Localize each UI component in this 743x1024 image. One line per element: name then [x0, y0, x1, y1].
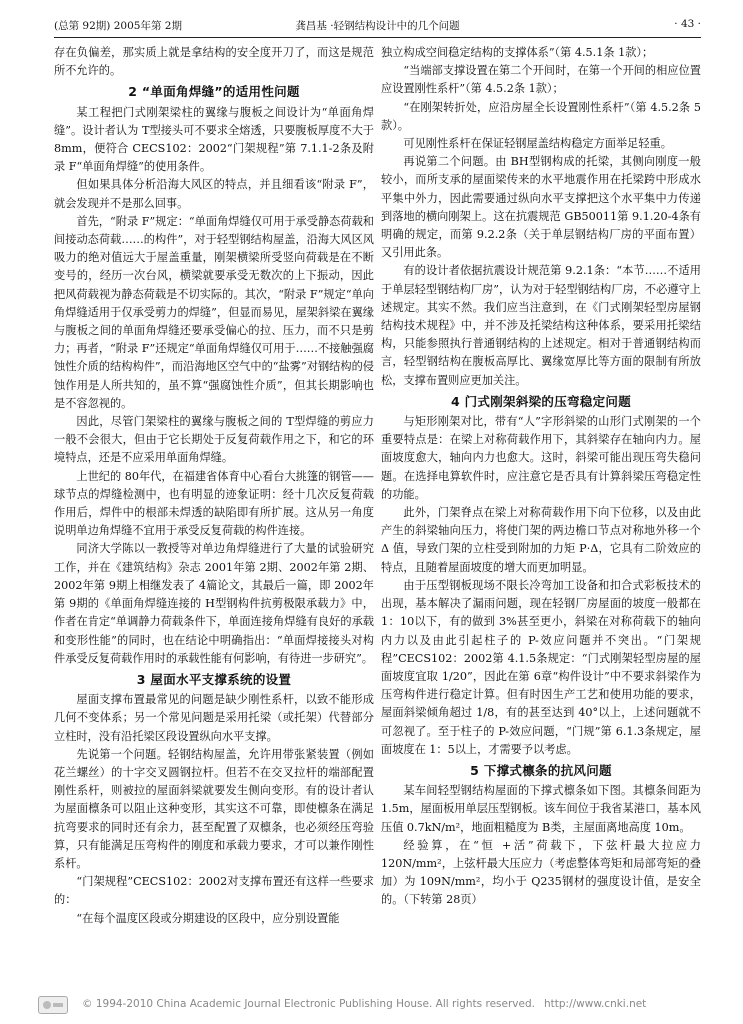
paragraph: 首先，“附录 F”规定：“单面角焊缝仅可用于承受静态荷载和间接动态荷载……的构件”，对于轻型钢结构屋盖，沿海大风区风吸力的绝对值远大于屋盖重量，刚架横梁所受竖向荷载是在不断变号的，经历一次台风，横梁就要承受无数次的上下振动，因此把风荷载视为静态荷载是不切实际的。其次，“附录 F”规定“单向角焊缝适用于仅承受剪力的焊缝”，但显而易见，屋架斜梁在翼缘与腹板之间的单面角焊缝还要承受偏心的拉、压力，而不只是剪力；再者，“附录 F”还规定“单面角焊缝仅可用于……不接触强腐蚀性介质的结构构件”，而沿海地区空气中的“盐雾”对钢结构的侵蚀作用是人所共知的，虽不算“强腐蚀性介质”，但其长期影响也是不容忽视的。 [54, 214, 374, 410]
paragraph: 与矩形刚架对比，带有“人”字形斜梁的山形门式刚架的一个重要特点是：在梁上对称荷载作用下，其斜梁存在轴向内力。屋面坡度愈大，轴向内力也愈大。这时，斜梁可能出现压弯失稳问题。在选择电算软件时，应注意它是否具有计算斜梁压弯稳定性的功能。 [381, 415, 701, 501]
section-heading: 4 门式刚架斜梁的压弯稳定问题 [450, 393, 632, 409]
paragraph: 可见刚性系杆在保证轻钢屋盖结构稳定方面举足轻重。 [403, 137, 672, 151]
section-heading: 3 屋面水平支撑系统的设置 [136, 671, 292, 687]
running-header [54, 18, 701, 34]
header-rule [54, 37, 701, 38]
page-footer [0, 996, 743, 1016]
left-column [54, 44, 374, 928]
page-number: · 43 · [674, 18, 701, 30]
paragraph: 某车间轻型钢结构屋面的下撑式檩条如下图。其檩条间距为 1.5m，屋面板用单层压型钢板。该车间位于我省某港口，基本风压值 0.7kN/m²，地面粗糙度为 B类，主屋面离地高度 10m。 [381, 784, 701, 834]
paragraph: 同济大学陈以一教授等对单边角焊缝进行了大量的试验研究工作，并在《建筑结构》杂志 2001年第 2期、2002年第 2期、2002年第 9期上相继发表了 4篇论文，其最后一篇，即 2002年第 9期的《单面角焊缝连接的 H型钢构件抗剪极限承载力》中，作者在肯定“单调静力荷载条件下，单面连接角焊缝有良好的承载和变形性能”的同时，也在结论中明确指出：“单面焊接接头对构件承受反复荷载作用时的承载性能有何影响，有待进一步研究”。 [54, 542, 374, 665]
paragraph: 再说第二个问题。由 BH型钢构成的托梁，其侧向刚度一般较小，而所支承的屋面梁传来的水平地震作用在托梁跨中形成水平集中外力，因此需要通过纵向水平支撑把这个水平集中力传递到落地的横向刚架上。这在抗震规范 GB50011第 9.1.20-4条有明确的规定，而第 9.2.2条（关于单层钢结构厂房的平面布置）又引用此条。 [381, 155, 701, 260]
section-heading: 5 下撑式檩条的抗风问题 [470, 762, 612, 778]
paragraph: 但如果具体分析沿海大风区的特点，并且细看该“附录 F”，就会发现并不是那么回事。 [54, 178, 374, 210]
paragraph: 存在负偏差，那实质上就是拿结构的安全度开刀了，而这是规范所不允许的。 [54, 46, 374, 78]
paragraph: 因此，尽管门架梁柱的翼缘与腹板之间的 T型焊缝的剪应力一般不会很大，但由于它长期处于反复荷载作用之下，和它的环境特点，还是不应采用单面角焊缝。 [54, 415, 374, 465]
paragraph: 屋面支撑布置最常见的问题是缺少刚性系杆，以致不能形成几何不变体系；另一个常见问题是采用托梁（或托架）代替部分立柱时，没有沿托梁区段设置纵向水平支撑。 [54, 693, 374, 743]
paragraph: 经验算，在“恒 +活”荷载下，下弦杆最大拉应力 120N/mm²，上弦杆最大压应力（考虑整体弯矩和局部弯矩的叠加）为 109N/mm²，均小于 Q235钢材的强度设计值，是安全的。（下转第 28页） [381, 838, 701, 907]
paragraph: 先说第一个问题。轻钢结构屋盖，允许用带张紧装置（例如花兰螺丝）的十字交叉圆钢拉杆。但若不在交叉拉杆的端部配置刚性系杆，则被拉的屋面斜梁就要发生侧向变形。有的设计者认为屋面檩条可以阻止这种变形，其实这不可靠，即使檩条在满足抗弯要求的同时还有余力，甚至配置了双檩条，也必须经压弯验算，只有能满足压弯构件的刚度和承载力要求，才可以兼作刚性系杆。 [54, 747, 374, 870]
paragraph: 上世纪的 80年代，在福建省体育中心看台大挑篷的钢管——球节点的焊缝检测中，也有明显的迹象证明：经十几次反复荷载作用后，焊件中的根部未焊透的缺陷即有所扩展。这从另一角度说明单边角焊缝不宜用于承受反复荷载的构件连接。 [54, 469, 374, 538]
cnki-link[interactable]: http://www.cnki.net [544, 998, 647, 1010]
cnki-logo-icon [38, 996, 68, 1014]
paragraph: “当端部支撑设置在第二个开间时，在第一个开间的相应位置应设置刚性系杆”（第 4.5.2条 1款）； [381, 64, 701, 96]
section-heading: 2 “单面角焊缝”的适用性问题 [128, 84, 300, 100]
article-running-title: 龚昌基 ·轻钢结构设计中的几个问题 [295, 20, 460, 32]
paragraph: “门架规程”CECS102：2002对支撑布置还有这样一些要求的： [54, 875, 374, 907]
paragraph: 由于压型钢板现场不限长冷弯加工设备和扣合式彩板技术的出现，基本解决了漏雨问题，现在轻钢厂房屋面的坡度一般都在 1：10以下，有的做到 3%甚至更小，斜梁在对称荷载下的轴向内力以及由此引起柱子的 P-效应问题并不突出。“门架规程”CECS102：2002第 4.1.5条规定：“门式刚架轻型房屋的屋面坡度宜取 1/20”，因此在第 6章“构件设计”中不要求斜梁作为压弯构件进行稳定计算。但有时因生产工艺和使用功能的要求，屋面斜梁倾角超过 1/8，有的甚至达到 40°以上，上述问题就不可忽视了。至于柱子的 P-效应问题，“门规”第 6.1.3条规定，屋面坡度在 1：5以上，才需要予以考虑。 [381, 578, 701, 756]
right-column [381, 44, 701, 910]
paragraph: “在每个温度区段或分期建设的区段中，应分别设置能 [76, 911, 340, 925]
paragraph: 某工程把门式刚架梁柱的翼缘与腹板之间设计为“单面角焊缝”。设计者认为 T型接头可不要求全熔透，只要腹板厚度不大于 8mm，便符合 CECS102：2002“门架规程”第 7.1.1-2条及附录 F“单面角焊缝”的使用条件。 [54, 105, 374, 174]
paragraph: 独立构成空间稳定结构的支撑体系”（第 4.5.1条 1款）； [381, 46, 654, 59]
paragraph: 有的设计者依据抗震设计规范第 9.2.1条：“本节……不适用于单层轻型钢结构厂房”，认为对于轻型钢结构厂房，不必遵守上述规定。其实不然。我们应当注意到，在《门式刚架轻型房屋钢结构技术规程》中，并不涉及托梁结构这种体系，要采用托梁结构，只能参照执行普通钢结构的上述规定。相对于普通钢结构而言，轻型钢结构在腹板高厚比、翼缘宽厚比等方面的限制有所放松，支撑布置则应更加关注。 [381, 264, 701, 387]
copyright-text: © 1994-2010 China Academic Journal Electronic Publishing House. All rights reserved. [82, 998, 535, 1010]
paragraph: 此外，门架脊点在梁上对称荷载作用下向下位移，以及由此产生的斜梁轴向压力，将使门架的两边檐口节点对称地外移一个 Δ 值，导致门架的立柱受到附加的力矩 P·Δ，它具有二阶效应的特点，且随着屋面坡度的增大而更加明显。 [381, 506, 701, 574]
paragraph: “在刚架转折处，应沿房屋全长设置刚性系杆”（第 4.5.2条 5款）。 [381, 100, 701, 132]
journal-issue: (总第 92期) 2005年第 2期 [54, 20, 182, 32]
